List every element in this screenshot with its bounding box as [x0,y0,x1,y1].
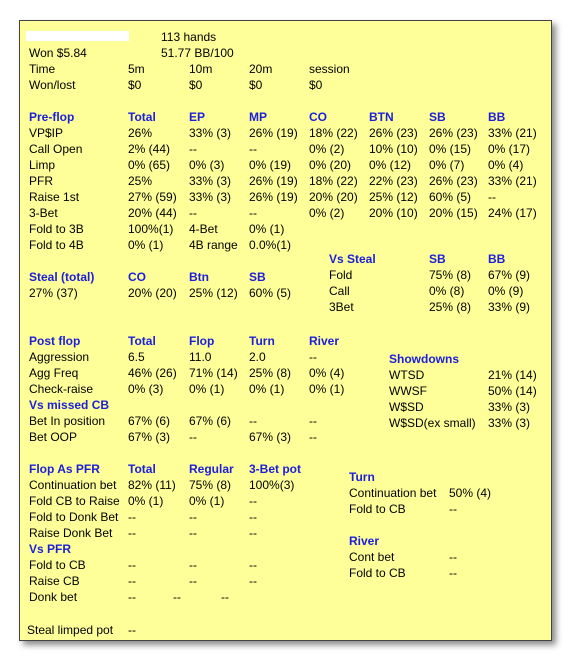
preflop-cell: -- [189,206,197,220]
preflop-cell: 26% (19) [249,126,298,140]
missed-cb-row-label: Bet In position [29,414,106,428]
flop-pfr-cell: 0% (1) [128,494,164,508]
wonlost-session: $0 [309,78,323,92]
col-10m: 10m [189,62,213,76]
preflop-col-mp: MP [249,110,267,124]
flop-pfr-cell: -- [249,494,257,508]
preflop-cell: 26% (23) [429,174,478,188]
preflop-cell: 0% (12) [369,158,412,172]
missed-cb-row-label: Bet OOP [29,430,78,444]
missed-cb-cell: 67% (6) [189,414,232,428]
vs-pfr-row-label: Donk bet [29,590,78,604]
river-row-label: Cont bet [349,550,395,564]
preflop-cell: -- [189,142,197,156]
preflop-cell: 33% (3) [189,190,232,204]
postflop-cell: 6.5 [128,350,145,364]
preflop-cell: 24% (17) [488,206,537,220]
turn-cell: -- [449,502,457,516]
vs-steal-bb-cell: 0% (9) [488,284,524,298]
showdown-cell: 21% (14) [488,368,537,382]
vs-pfr-cell: -- [249,574,257,588]
wonlost-label: Won/lost [29,78,76,92]
preflop-row-label: Fold to 3B [29,222,84,236]
preflop-cell: 33% (3) [189,174,232,188]
vs-pfr-cell: -- [173,590,181,604]
steal-limped-value: -- [128,623,136,637]
time-label: Time [29,62,56,76]
preflop-cell: 25% [128,174,153,188]
vs-pfr-row-label: Raise CB [29,574,80,588]
missed-cb-cell: -- [189,430,197,444]
postflop-cell: 11.0 [189,350,212,364]
postflop-header: Post flop [29,334,81,348]
steal-co-value: 20% (20) [128,286,177,300]
missed-cb-header: Vs missed CB [29,398,110,412]
postflop-row-label: Aggression [29,350,90,364]
flop-pfr-row-label: Raise Donk Bet [29,526,113,540]
flop-pfr-col-regular: Regular [189,462,234,476]
preflop-row-label: Fold to 4B [29,238,84,252]
vs-steal-sb-cell: 25% (8) [429,300,472,314]
missed-cb-cell: 67% (3) [249,430,292,444]
preflop-cell: 18% (22) [309,126,358,140]
postflop-cell: -- [309,350,317,364]
vs-steal-sb-cell: 0% (8) [429,284,465,298]
col-session: session [309,62,350,76]
preflop-col-co: CO [309,110,327,124]
showdown-cell: 33% (3) [488,416,531,430]
preflop-col-sb: SB [429,110,446,124]
turn-header: Turn [349,470,375,484]
col-20m: 20m [249,62,273,76]
missed-cb-cell: 67% (3) [128,430,171,444]
col-5m: 5m [128,62,145,76]
postflop-col-turn: Turn [249,334,275,348]
postflop-cell: 0% (1) [189,382,225,396]
showdown-row-label: W$SD [389,400,424,414]
vs-steal-bb-cell: 67% (9) [488,268,531,282]
preflop-cell: 60% (5) [429,190,472,204]
postflop-cell: 0% (4) [309,366,345,380]
preflop-cell: 0% (2) [309,206,345,220]
postflop-cell: 0% (1) [249,382,285,396]
turn-cell: 50% (4) [449,486,492,500]
postflop-cell: 46% (26) [128,366,177,380]
preflop-header: Pre-flop [29,110,75,124]
vs-steal-row-label: Call [329,284,350,298]
postflop-cell: 71% (14) [189,366,238,380]
preflop-col-btn: BTN [369,110,394,124]
preflop-cell: 26% (19) [249,190,298,204]
preflop-row-label: Raise 1st [29,190,80,204]
preflop-row-label: PFR [29,174,53,188]
preflop-cell: 0% (15) [429,142,472,156]
postflop-col-total: Total [128,334,156,348]
flop-pfr-row-label: Continuation bet [29,478,117,492]
vs-pfr-cell: -- [128,558,136,572]
player-name-redacted [26,31,129,41]
wonlost-20m: $0 [249,78,263,92]
vs-steal-col-bb: BB [488,252,506,266]
flop-pfr-cell: -- [249,510,257,524]
preflop-row-label: Limp [29,158,56,172]
flop-pfr-cell: 100%(3) [249,478,295,492]
preflop-cell: 100%(1) [128,222,174,236]
missed-cb-cell: 67% (6) [128,414,171,428]
postflop-cell: 0% (3) [128,382,164,396]
vs-pfr-cell: -- [249,558,257,572]
vs-steal-col-sb: SB [429,252,446,266]
preflop-cell: 0.0%(1) [249,238,292,252]
vs-steal-sb-cell: 75% (8) [429,268,472,282]
flop-pfr-cell: -- [128,510,136,524]
river-header: River [349,534,380,548]
preflop-row-label: Call Open [29,142,83,156]
preflop-cell: 0% (65) [128,158,171,172]
vs-pfr-row-label: Fold to CB [29,558,86,572]
preflop-cell: 0% (17) [488,142,531,156]
vs-steal-row-label: Fold [329,268,353,282]
vs-pfr-cell: -- [128,574,136,588]
flop-pfr-col-total: Total [128,462,156,476]
flop-pfr-col-3bet: 3-Bet pot [249,462,301,476]
turn-row-label: Fold to CB [349,502,406,516]
turn-row-label: Continuation bet [349,486,437,500]
postflop-cell: 0% (1) [309,382,345,396]
bb-per-100: 51.77 BB/100 [161,46,234,60]
preflop-cell: 20% (10) [369,206,418,220]
preflop-cell: 27% (59) [128,190,177,204]
postflop-col-flop: Flop [189,334,215,348]
steal-sb-value: 60% (5) [249,286,292,300]
won-amount: Won $5.84 [29,46,87,60]
hud-panel [19,20,552,641]
preflop-row-label: VP$IP [29,126,64,140]
flop-pfr-cell: 82% (11) [128,478,176,492]
flop-pfr-cell: -- [189,510,197,524]
preflop-col-bb: BB [488,110,506,124]
preflop-cell: 20% (15) [429,206,478,220]
flop-pfr-cell: -- [249,526,257,540]
postflop-cell: 25% (8) [249,366,292,380]
preflop-cell: 26% (19) [249,174,298,188]
wonlost-10m: $0 [189,78,203,92]
preflop-cell: 0% (3) [189,158,225,172]
preflop-cell: -- [488,190,496,204]
flop-pfr-cell: 75% (8) [189,478,232,492]
showdown-row-label: WTSD [389,368,425,382]
river-cell: -- [449,566,457,580]
preflop-cell: 10% (10) [369,142,418,156]
steal-header: Steal (total) [29,270,95,284]
preflop-cell: 4-Bet [189,222,218,236]
steal-col-sb: SB [249,270,266,284]
flop-pfr-header: Flop As PFR [29,462,100,476]
preflop-cell: 0% (2) [309,142,345,156]
preflop-cell: 0% (7) [429,158,465,172]
flop-pfr-cell: -- [128,526,136,540]
flop-pfr-cell: -- [189,526,197,540]
flop-pfr-row-label: Fold CB to Raise [29,494,120,508]
preflop-col-total: Total [128,110,156,124]
preflop-cell: -- [249,142,257,156]
preflop-cell: 33% (3) [189,126,232,140]
wonlost-5m: $0 [128,78,142,92]
preflop-col-ep: EP [189,110,206,124]
showdown-cell: 50% (14) [488,384,537,398]
preflop-cell: 22% (23) [369,174,418,188]
preflop-cell: 2% (44) [128,142,171,156]
vs-steal-header: Vs Steal [329,252,376,266]
preflop-cell: 33% (21) [488,174,537,188]
preflop-cell: 26% [128,126,153,140]
preflop-cell: 26% (23) [429,126,478,140]
preflop-cell: 0% (20) [309,158,352,172]
flop-pfr-cell: 0% (1) [189,494,225,508]
postflop-col-river: River [309,334,340,348]
preflop-cell: -- [249,206,257,220]
vs-steal-bb-cell: 33% (9) [488,300,531,314]
preflop-cell: 0% (1) [128,238,164,252]
preflop-cell: 25% (12) [369,190,418,204]
showdown-row-label: W$SD(ex small) [389,416,476,430]
preflop-cell: 0% (1) [249,222,285,236]
preflop-cell: 18% (22) [309,174,358,188]
vs-pfr-header: Vs PFR [29,542,72,556]
vs-steal-row-label: 3Bet [329,300,354,314]
preflop-cell: 4B range [189,238,238,252]
vs-pfr-cell: -- [189,558,197,572]
missed-cb-cell: -- [249,414,257,428]
steal-col-btn: Btn [189,270,209,284]
postflop-cell: 2.0 [249,350,266,364]
hands-count: 113 hands [161,30,217,44]
vs-pfr-cell: -- [128,590,136,604]
showdown-cell: 33% (3) [488,400,531,414]
steal-total-value: 27% (37) [29,286,78,300]
preflop-cell: 33% (21) [488,126,537,140]
preflop-cell: 20% (20) [309,190,358,204]
river-cell: -- [449,550,457,564]
steal-btn-value: 25% (12) [189,286,238,300]
vs-pfr-cell: -- [189,574,197,588]
postflop-row-label: Agg Freq [29,366,79,380]
showdowns-header: Showdowns [389,352,459,366]
steal-limped-label: Steal limped pot [27,623,114,637]
preflop-cell: 20% (44) [128,206,177,220]
missed-cb-cell: -- [309,414,317,428]
missed-cb-cell: -- [309,430,317,444]
river-row-label: Fold to CB [349,566,406,580]
postflop-row-label: Check-raise [29,382,94,396]
flop-pfr-row-label: Fold to Donk Bet [29,510,119,524]
preflop-cell: 0% (4) [488,158,524,172]
vs-pfr-cell: -- [221,590,229,604]
showdown-row-label: WWSF [389,384,427,398]
steal-col-co: CO [128,270,146,284]
preflop-row-label: 3-Bet [29,206,58,220]
preflop-cell: 0% (19) [249,158,292,172]
preflop-cell: 26% (23) [369,126,418,140]
